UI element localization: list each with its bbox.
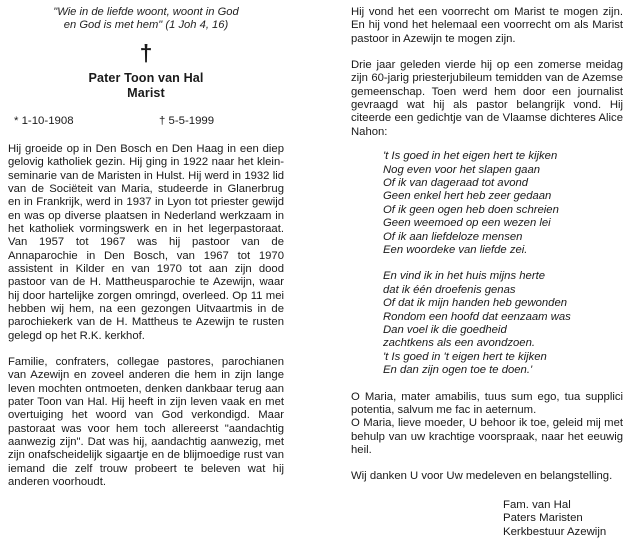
biography-paragraph: Hij groeide op in Den Bosch en Den Haag in een diep gelovig katholiek gezin. Hij ging in 1922 naar het klein-seminarie van de Maristen in Hulst. Hij werd in 1932 lid van de Sociëteit van Maria, studeerde in Glanerbrug en in Frankrijk, werd in 1937 in Lyon tot priester gewijd en was op diverse plaatsen in Nederland werkzaam in het katholiek vormingswerk en in het legerpastoraat. Van 1957 tot 1967 was hij pastoor van de Annaparochie in Den Bosch, van 1967 tot 1970 assistent in Kilder en van 1970 tot aan zijn dood pastoor van de H. Mattheusparochie te Azewijn, waar hij door hartelijke zorgen omringd, overleed. Op 11 mei hebben wij hem, na een gezongen Uitvaartmis in de parochiekerk van de H. Mattheus te Azewijn te rusten gelegd op het R.K. kerkhof. (8, 142, 284, 342)
poem-line: Rondom een hoofd dat eenzaam was (383, 310, 571, 323)
signature-block (503, 499, 623, 539)
poem-line: Nog even voor het slapen gaan (383, 163, 541, 176)
scripture-quote (8, 6, 284, 33)
prayer-latin: O Maria, mater amabilis, tuus sum ego, tua supplici potentia, salvum me fac in aeternum. (351, 390, 623, 416)
tribute-paragraph: Familie, confraters, collegae pastores, parochianen van Azewijn en zoveel anderen die hem in zijn lange leven mochten ontmoeten, denken dankbaar terug aan pater Toon van Hal. Hij heeft in zijn leven vaak en met overtuiging het woord van God verkondigd. Maar pastoraat was voor hem toch allereerst "aandachtig aanwezig zijn". Dat was hij, aandachtig aanwezig, met zijn onafscheidelijk sigaartje en de blijmoedige rust van iemand die zelf trouw probeert te beleven wat hij anderen voorhoudt. (8, 355, 284, 489)
scripture-line-1: "Wie in de liefde woont, woont in God (53, 6, 239, 18)
right-body-text (351, 6, 623, 139)
poem-line: Of ik van dageraad tot avond (383, 176, 529, 189)
left-column (8, 0, 284, 489)
poem-line: En vind ik in het huis mijns herte (383, 270, 546, 283)
scripture-line-2: en God is met hem" (1 Joh 4, 16) (63, 19, 229, 32)
life-dates (8, 115, 284, 131)
vocation-paragraph: Hij vond het een voorrecht om Marist te mogen zijn. En hij vond het helemaal een voorrecht om als Marist pastoor in Azewijn te mogen zijn. (351, 6, 623, 45)
poem-line: Geen enkel hert heb zeer gedaan (383, 190, 552, 203)
poem-line: Of ik aan liefdeloze mensen (383, 230, 523, 243)
poem-line: Of ik geen ogen heb doen schreien (383, 203, 559, 216)
deceased-order-line: Marist (127, 86, 165, 101)
signature-family: Fam. van Hal (503, 498, 571, 511)
deceased-name (8, 71, 284, 102)
right-column (351, 0, 623, 539)
poem-line: zachtkens als een avondzoen. (383, 337, 535, 350)
poem-line: 't Is goed in het eigen hert te kijken (383, 150, 558, 163)
thanks-paragraph: Wij danken U voor Uw medeleven en belangstelling. (351, 470, 613, 483)
birth-date: * 1-10-1908 (14, 114, 74, 127)
deceased-name-line: Pater Toon van Hal (88, 70, 204, 85)
poem-line: Geen weemoed op een wezen lei (383, 217, 551, 230)
poem (383, 150, 623, 378)
poem-line: Een woordeke van liefde zei. (383, 243, 528, 256)
cross-icon: † (139, 39, 153, 66)
signature-order: Paters Maristen (503, 512, 583, 525)
death-date: † 5-5-1999 (159, 114, 215, 127)
poem-stanza (383, 270, 623, 377)
poem-line: Dan voel ik die goedheid (383, 323, 507, 336)
poem-line: En dan zijn ogen toe te doen.' (383, 364, 533, 377)
prayer-dutch: O Maria, lieve moeder, U behoor ik toe, geleid mij met behulp van uw krachtige voorspraak, naar het eeuwig heil. (351, 417, 623, 456)
prayer-block (351, 391, 623, 484)
left-body-text (8, 143, 284, 490)
jubilee-paragraph: Drie jaar geleden vierde hij op een zomerse meidag zijn 60-jarig priesterjubileum temidden van de Azemse gemeenschap. Toen werd hem door een journalist gevraagd wat hij als pastor belangrijk vond. Hij citeerde een gedichtje van de Vlaamse dichteres Alice Nahon: (351, 59, 623, 138)
signature-parish: Kerkbestuur Azewijn (503, 525, 607, 538)
poem-line: Of dat ik mijn handen heb gewonden (383, 297, 568, 310)
poem-line: 't Is goed in 't eigen hert te kijken (383, 350, 547, 363)
poem-line: dat ik één droefenis genas (383, 283, 516, 296)
poem-stanza (383, 150, 623, 257)
